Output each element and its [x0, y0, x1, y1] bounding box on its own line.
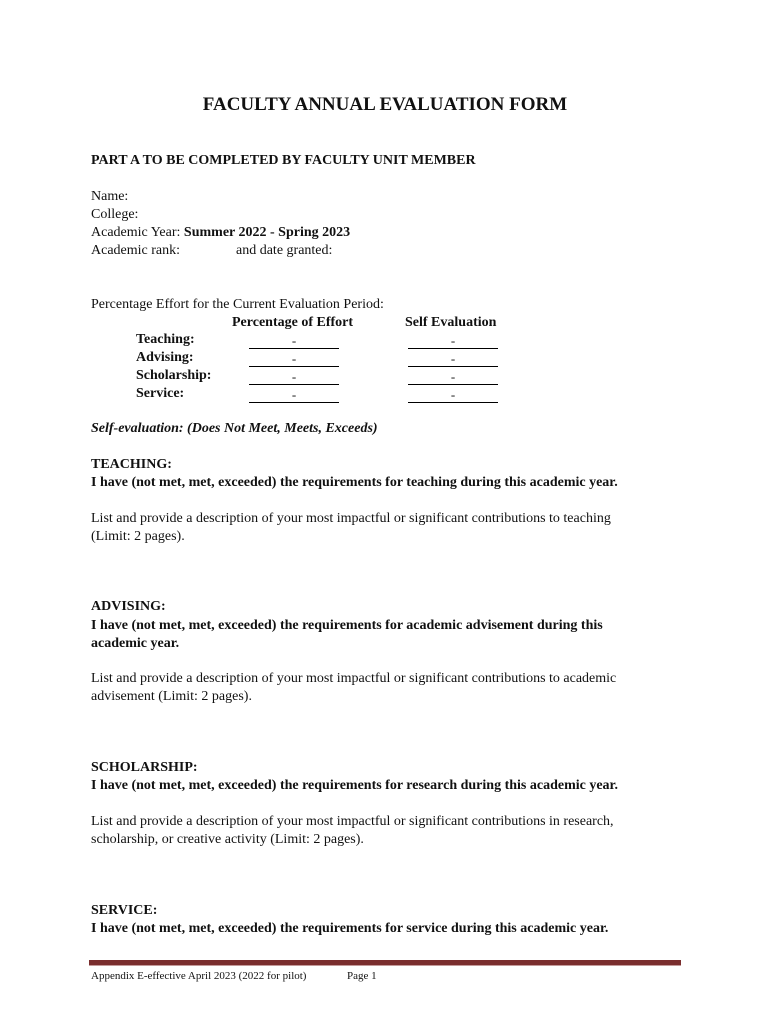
scholarship-heading: SCHOLARSHIP:: [91, 760, 198, 775]
scholarship-self-eval-value: -: [408, 369, 498, 385]
scholarship-effort-value: -: [249, 369, 339, 385]
scholarship-statement: I have (not met, met, exceeded) the requirements for research during this academic year.: [91, 778, 618, 793]
row-label-service: Service:: [136, 386, 185, 401]
advising-instructions-line1: List and provide a description of your most impactful or significant contributions to academic: [91, 671, 617, 686]
row-label-scholarship: Scholarship:: [136, 368, 212, 383]
advising-self-eval-value: -: [408, 351, 498, 367]
academic-rank-label: Academic rank:: [91, 243, 181, 258]
service-self-eval-value: -: [408, 387, 498, 403]
col-percentage-effort: Percentage of Effort: [232, 315, 354, 330]
advising-heading: ADVISING:: [91, 599, 166, 614]
service-effort-value: -: [249, 387, 339, 403]
advising-instructions-line2: advisement (Limit: 2 pages).: [91, 689, 252, 704]
college-field-label: College:: [91, 207, 139, 222]
self-eval-note: Self-evaluation: (Does Not Meet, Meets, Exceeds): [91, 421, 378, 436]
teaching-statement: I have (not met, met, exceeded) the requirements for teaching during this academic year.: [91, 475, 618, 490]
service-statement: I have (not met, met, exceeded) the requirements for service during this academic year.: [91, 921, 609, 936]
teaching-heading: TEACHING:: [91, 457, 172, 472]
name-field-label: Name:: [91, 189, 129, 204]
service-heading: SERVICE:: [91, 903, 158, 918]
teaching-instructions-line2: (Limit: 2 pages).: [91, 529, 185, 544]
footer-divider: [89, 960, 681, 966]
advising-effort-value: -: [249, 351, 339, 367]
footer-page-number: Page 1: [347, 970, 377, 982]
row-label-teaching: Teaching:: [136, 332, 195, 347]
advising-statement-line1: I have (not met, met, exceeded) the requirements for academic advisement during this: [91, 618, 603, 633]
advising-statement-line2: academic year.: [91, 636, 180, 651]
footer-appendix-note: Appendix E-effective April 2023 (2022 for pilot): [91, 970, 307, 982]
date-granted-label: and date granted:: [236, 243, 333, 258]
academic-year-row: [91, 225, 350, 241]
scholarship-instructions-line1: List and provide a description of your most impactful or significant contributions in research,: [91, 814, 614, 829]
teaching-self-eval-value: -: [408, 333, 498, 349]
teaching-effort-value: -: [249, 333, 339, 349]
col-self-evaluation: Self Evaluation: [405, 315, 497, 330]
form-title: FACULTY ANNUAL EVALUATION FORM: [202, 94, 568, 115]
academic-year-label: Academic Year:: [91, 225, 181, 240]
row-label-advising: Advising:: [136, 350, 194, 365]
part-a-heading: PART A TO BE COMPLETED BY FACULTY UNIT MEMBER: [91, 153, 476, 168]
scholarship-instructions-line2: scholarship, or creative activity (Limit: 2 pages).: [91, 832, 364, 847]
teaching-instructions-line1: List and provide a description of your most impactful or significant contributions to teaching: [91, 511, 611, 526]
effort-intro: Percentage Effort for the Current Evaluation Period:: [91, 297, 384, 312]
academic-year-value: Summer 2022 - Spring 2023: [183, 225, 351, 240]
